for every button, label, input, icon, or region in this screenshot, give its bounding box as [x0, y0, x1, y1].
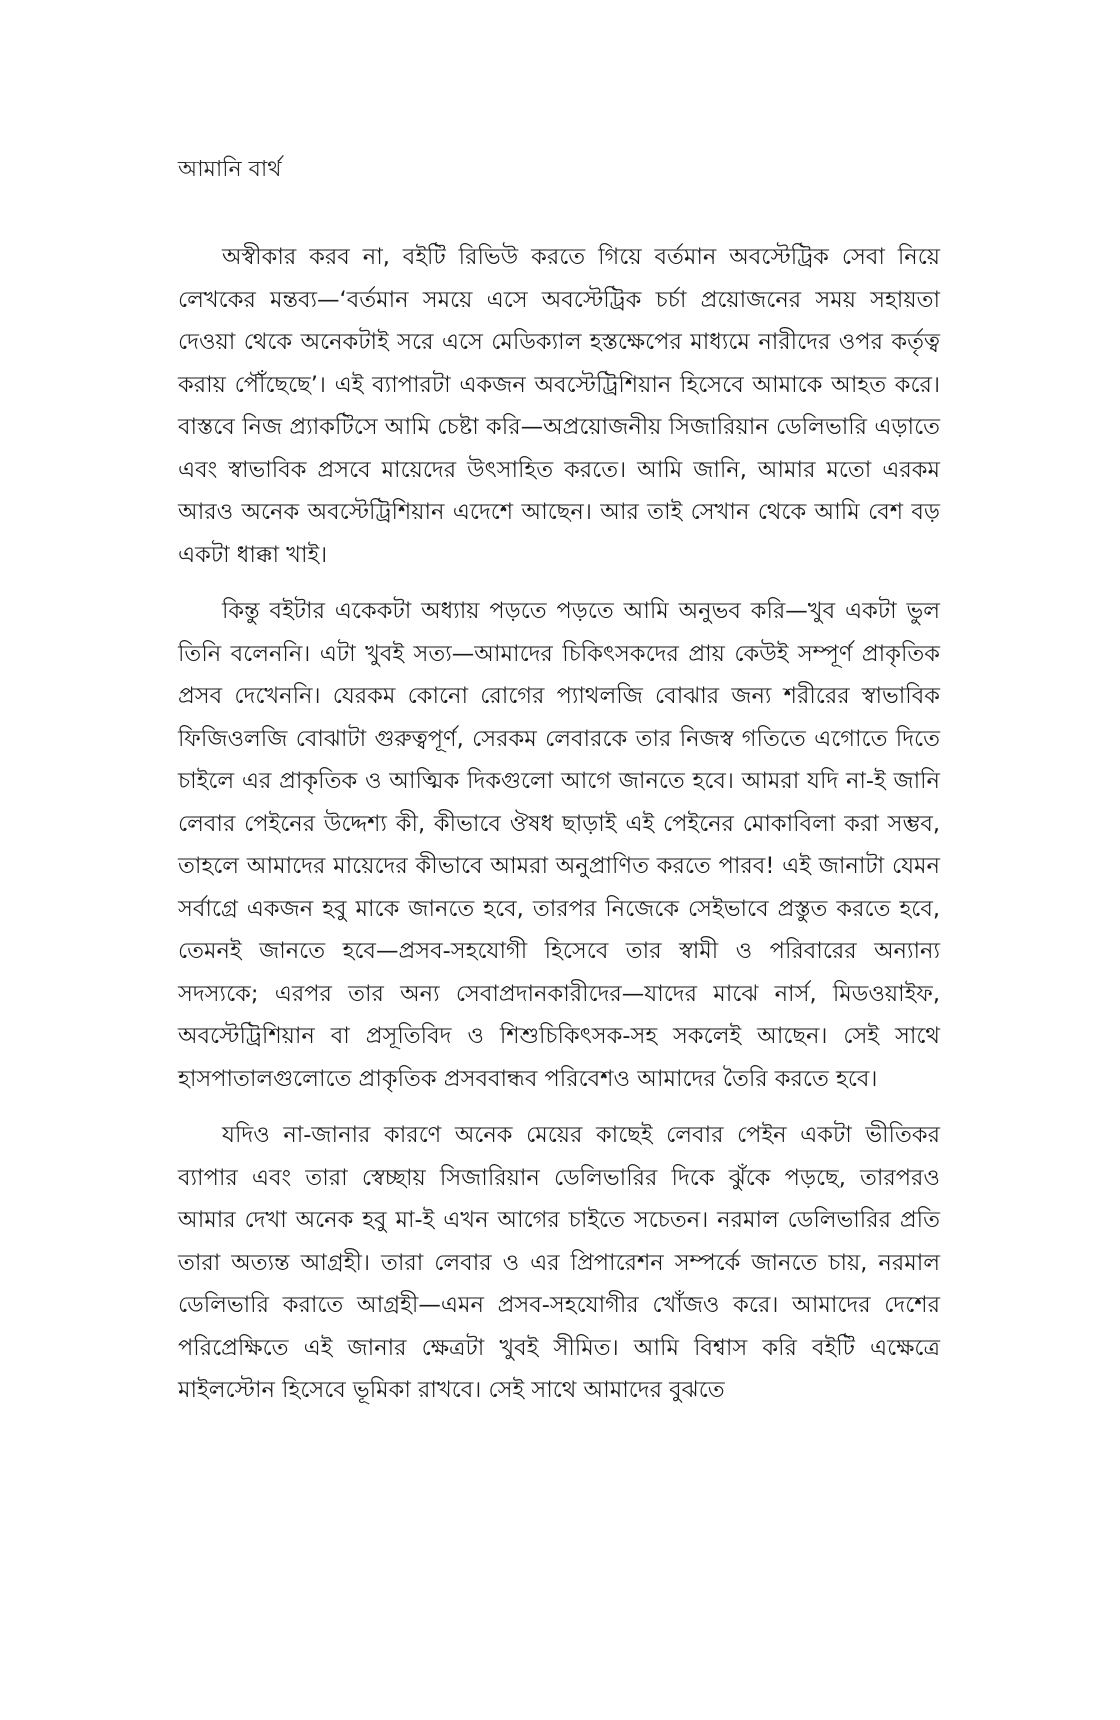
paragraph-2: কিন্তু বইটার একেকটা অধ্যায় পড়তে পড়তে আমি অনুভব করি—খুব একটা ভুল তিনি বলেননি। এটা খুবই সত্য—আমাদের চিকিৎসকদের প্রায় কেউই সম্পূর্ণ প্রাকৃতিক প্রসব দেখেননি। যেরকম কোনো রোগের প্যাথলজি বোঝার জন্য শরীরের স্বাভাবিক ফিজিওলজি বোঝাটা গুরুত্বপূর্ণ, সেরকম লেবারকে তার নিজস্ব গতিতে এগোতে দিতে চাইলে এর প্রাকৃতিক ও আত্মিক দিকগুলো আগে জানতে হবে। আমরা যদি না-ই জানি লেবার পেইনের উদ্দেশ্য কী, কীভাবে ঔষধ ছাড়াই এই পেইনের মোকাবিলা করা সম্ভব, তাহলে আমাদের মায়েদের কীভাবে আমরা অনুপ্রাণিত করতে পারব! এই জানাটা যেমন সর্বাগ্রে একজন হবু মাকে জানতে হবে, তারপর নিজেকে সেইভাবে প্রস্তুত করতে হবে, তেমনই জানতে হবে—প্রসব-সহযোগী হিসেবে তার স্বামী ও পরিবারের অন্যান্য সদস্যকে; এরপর তার অন্য সেবাপ্রদানকারীদের—যাদের মাঝে নার্স, মিডওয়াইফ, অবস্টেট্রিশিয়ান বা প্রসূতিবিদ ও শিশুচিকিৎসক-সহ সকলেই আছেন। সেই সাথে হাসপাতালগুলোতে প্রাকৃতিক প্রসববান্ধব পরিবেশও আমাদের তৈরি করতে হবে।	[178, 598, 940, 1092]
paragraph-3: যদিও না-জানার কারণে অনেক মেয়ের কাছেই লেবার পেইন একটা ভীতিকর ব্যাপার এবং তারা স্বেচ্ছায় সিজারিয়ান ডেলিভারির দিকে ঝুঁকে পড়ছে, তারপরও আমার দেখা অনেক হবু মা-ই এখন আগের চাইতে সচেতন। নরমাল ডেলিভারির প্রতি তারা অত্যন্ত আগ্রহী। তারা লেবার ও এর প্রিপারেশন সম্পর্কে জানতে চায়, নরমাল ডেলিভারি করাতে আগ্রহী—এমন প্রসব-সহযোগীর খোঁজও করে। আমাদের দেশের পরিপ্রেক্ষিতে এই জানার ক্ষেত্রটা খুবই সীমিত। আমি বিশ্বাস করি বইটি এক্ষেত্রে মাইলস্টোন হিসেবে ভূমিকা রাখবে। সেই সাথে আমাদের বুঝতে	[178, 1122, 940, 1403]
running-header-title: আমানি বার্থ	[178, 157, 282, 182]
paragraph-1: অস্বীকার করব না, বইটি রিভিউ করতে গিয়ে বর্তমান অবস্টেট্রিক সেবা নিয়ে লেখকের মন্তব্য—‘বর্তমান সময়ে এসে অবস্টেট্রিক চর্চা প্রয়োজনের সময় সহায়তা দেওয়া থেকে অনেকটাই সরে এসে মেডিক্যাল হস্তক্ষেপের মাধ্যমে নারীদের ওপর কর্তৃত্ব করায় পৌঁছেছে’। এই ব্যাপারটা একজন অবস্টেট্রিশিয়ান হিসেবে আমাকে আহত করে। বাস্তবে নিজ প্র্যাকটিসে আমি চেষ্টা করি—অপ্রয়োজনীয় সিজারিয়ান ডেলিভারি এড়াতে এবং স্বাভাবিক প্রসবে মায়েদের উৎসাহিত করতে। আমি জানি, আমার মতো এরকম আরও অনেক অবস্টেট্রিশিয়ান এদেশে আছেন। আর তাই সেখান থেকে আমি বেশ বড় একটা ধাক্কা খাই।	[178, 244, 940, 568]
body-text	[178, 236, 940, 1412]
